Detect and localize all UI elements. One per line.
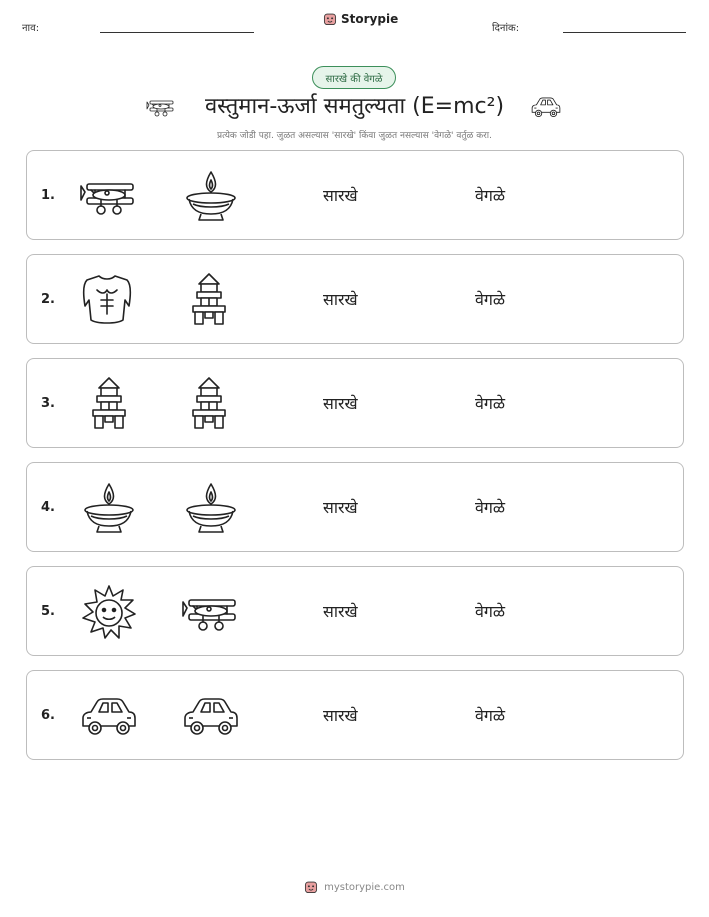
- different-option[interactable]: वेगळे: [475, 290, 506, 309]
- storypie-logo-icon: [304, 880, 318, 894]
- same-option[interactable]: सारखे: [323, 602, 358, 621]
- instructions: प्रत्येक जोडी पहा. जुळत असल्यास 'सारखे' किंवा जुळत नसल्यास 'वेगळे' वर्तुळ करा.: [216, 131, 492, 141]
- storypie-logo-icon: [323, 12, 337, 26]
- car-icon: [181, 686, 241, 746]
- question-number: 6.: [41, 708, 55, 723]
- same-option[interactable]: सारखे: [323, 186, 358, 205]
- different-option[interactable]: वेगळे: [475, 498, 506, 517]
- question-row: [26, 462, 684, 552]
- different-option[interactable]: वेगळे: [475, 186, 506, 205]
- name-line[interactable]: [100, 32, 254, 33]
- different-option[interactable]: वेगळे: [475, 706, 506, 725]
- footer-url[interactable]: mystorypie.com: [324, 881, 405, 893]
- brand-name: Storypie: [341, 12, 399, 26]
- question-number: 3.: [41, 396, 55, 411]
- airplane-icon: [79, 166, 139, 226]
- car-icon: [79, 686, 139, 746]
- question-number: 4.: [41, 500, 55, 515]
- question-row: [26, 358, 684, 448]
- question-number: 2.: [41, 292, 55, 307]
- name-label: नाव:: [22, 23, 40, 34]
- date-label: दिनांक:: [492, 23, 520, 34]
- page-title: वस्तुमान-ऊर्जा समतुल्यता (E=mc²): [204, 94, 505, 119]
- oil-lamp-icon: [181, 478, 241, 538]
- different-option[interactable]: वेगळे: [475, 394, 506, 413]
- different-option[interactable]: वेगळे: [475, 602, 506, 621]
- question-row: [26, 566, 684, 656]
- airplane-icon: [181, 582, 241, 642]
- question-row: [26, 670, 684, 760]
- same-option[interactable]: सारखे: [323, 290, 358, 309]
- footer: [0, 880, 709, 894]
- same-option[interactable]: सारखे: [323, 394, 358, 413]
- question-row: [26, 254, 684, 344]
- question-number: 1.: [41, 188, 55, 203]
- block-tower-icon: [79, 374, 139, 434]
- block-tower-icon: [179, 374, 239, 434]
- oil-lamp-icon: [181, 166, 241, 226]
- question-number: 5.: [41, 604, 55, 619]
- worksheet-type-badge: सारखे की वेगळे: [312, 66, 396, 89]
- torso-icon: [77, 270, 137, 330]
- same-option[interactable]: सारखे: [323, 498, 358, 517]
- car-icon: [530, 91, 562, 123]
- block-tower-icon: [179, 270, 239, 330]
- sun-icon: [79, 582, 139, 642]
- brand: [323, 12, 398, 26]
- same-option[interactable]: सारखे: [323, 706, 358, 725]
- date-line[interactable]: [563, 32, 686, 33]
- question-row: [26, 150, 684, 240]
- oil-lamp-icon: [79, 478, 139, 538]
